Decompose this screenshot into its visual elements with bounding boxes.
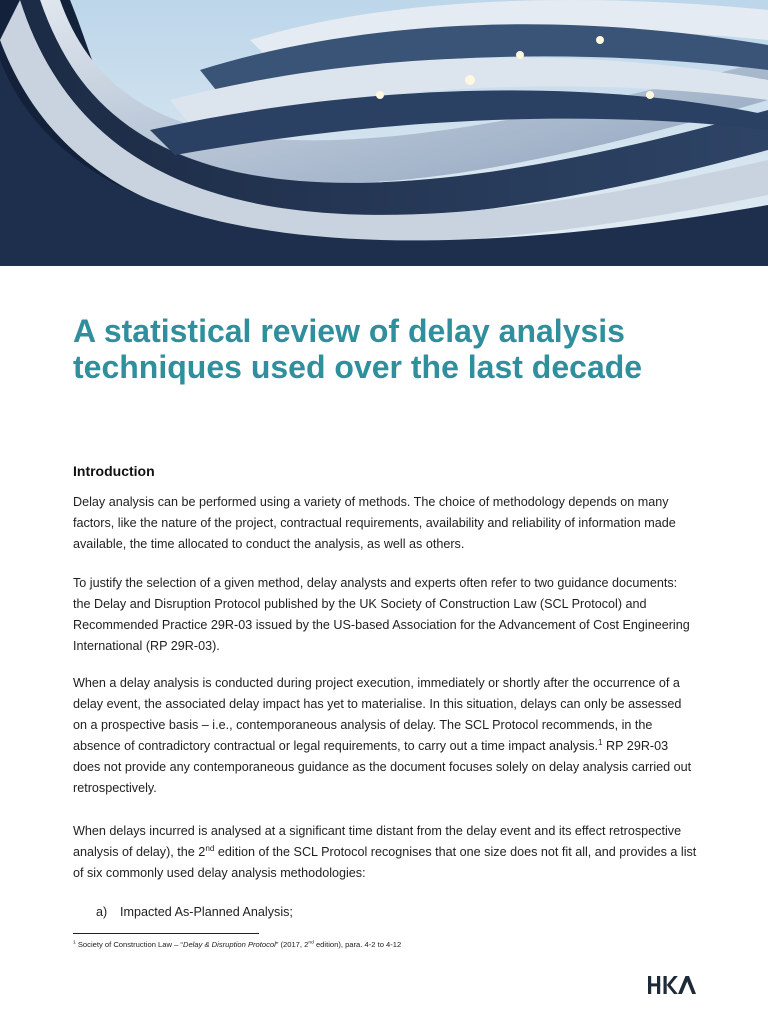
section-heading-introduction: Introduction bbox=[73, 463, 155, 479]
paragraph-4-text-b: edition of the SCL Protocol recognises that one size does not fit all, and provides a list of six commonly used delay analysis methodologies: bbox=[73, 845, 697, 880]
footnote-ref-1[interactable]: 1 bbox=[597, 737, 603, 747]
footnote-ordinal: nd bbox=[308, 940, 314, 946]
footnote-divider bbox=[73, 933, 259, 934]
paragraph-4 bbox=[73, 821, 698, 884]
paragraph-3 bbox=[73, 673, 698, 799]
paragraph-1: Delay analysis can be performed using a variety of methods. The choice of methodology depends on many factors, like the nature of the project, contractual requirements, availability and reliability of information made available, the time allocated to conduct the analysis, as well as others. bbox=[73, 495, 676, 551]
hka-logo-mark bbox=[648, 974, 696, 996]
footnote-title: Delay & Disruption Protocol bbox=[182, 940, 276, 949]
page-title: A statistical review of delay analysis techniques used over the last decade bbox=[73, 313, 643, 385]
list-marker: a) bbox=[96, 905, 108, 919]
list-item-text: Impacted As-Planned Analysis; bbox=[120, 905, 293, 919]
hka-logo bbox=[648, 974, 696, 996]
hero-image bbox=[0, 0, 768, 266]
paragraph-4-text-a: When delays incurred is analysed at a significant time distant from the delay event and its effect retrospective analysis of delay), the 2 bbox=[73, 824, 682, 859]
footnote-number: 1 bbox=[73, 940, 76, 946]
paragraph-3-text-a: When a delay analysis is conducted during project execution, immediately or shortly after the occurrence of a delay event, the associated delay impact has yet to materialise. In this situation, delays can only be assessed on a prospective basis – i.e., contemporaneous analysis of delay. The SCL Protocol recommends, in the absence of contradictory contractual or legal requirements, to carry out a time impact analysis. bbox=[73, 676, 682, 753]
paragraph-3-text-b: RP 29R-03 does not provide any contemporaneous guidance as the document focuses solely on delay analysis carried out retrospectively. bbox=[73, 739, 692, 795]
list-item bbox=[96, 903, 293, 921]
footnote bbox=[73, 939, 401, 950]
footnote-suffix: edition), para. 4-2 to 4-12 bbox=[313, 940, 402, 949]
building-photo bbox=[0, 0, 768, 266]
ordinal-suffix: nd bbox=[205, 843, 215, 853]
footnote-prefix: Society of Construction Law – “ bbox=[75, 940, 183, 949]
footnote-mid: ” (2017, 2 bbox=[275, 940, 309, 949]
paragraph-2: To justify the selection of a given method, delay analysts and experts often refer to two guidance documents: the Delay and Disruption Protocol published by the UK Society of Construction Law (SCL Protocol) and Recommended Practice 29R-03 issued by the US-based Association for the Advancement of Cost Engineering International (RP 29R-03). bbox=[73, 576, 690, 653]
